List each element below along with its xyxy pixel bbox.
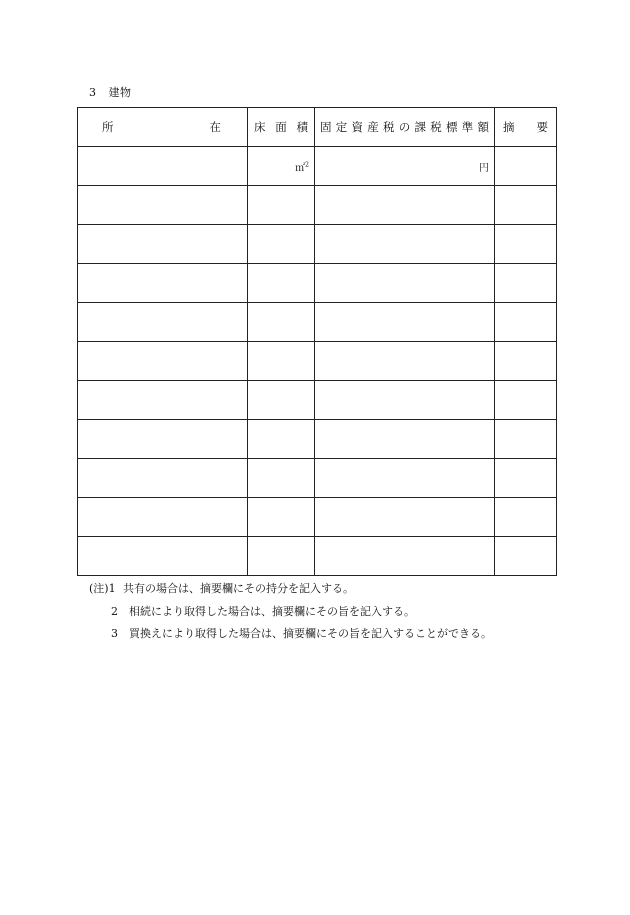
table-row: [78, 420, 557, 459]
table-row: [78, 225, 557, 264]
cell-floor-area[interactable]: [248, 186, 315, 225]
table-row: [78, 264, 557, 303]
note-text: 相続により取得した場合は、摘要欄にその旨を記入する。: [129, 604, 415, 618]
cell-floor-area[interactable]: [248, 537, 315, 576]
header-floor-area: 床 面 積: [248, 108, 315, 147]
cell-location[interactable]: [78, 303, 248, 342]
cell-remarks[interactable]: [495, 420, 557, 459]
cell-floor-area[interactable]: [248, 264, 315, 303]
header-tax-base: 固 定 資 産 税 の 課 税 標 準 額: [315, 108, 495, 147]
cell-remarks[interactable]: [495, 186, 557, 225]
cell-remarks[interactable]: [495, 381, 557, 420]
table-row: [78, 147, 557, 186]
cell-tax-base[interactable]: [315, 459, 495, 498]
section-heading: [89, 84, 132, 100]
cell-tax-base[interactable]: [315, 225, 495, 264]
building-table: [77, 107, 557, 576]
note-number: 2: [111, 604, 118, 618]
section-number: 3: [89, 86, 97, 99]
cell-floor-area[interactable]: [248, 342, 315, 381]
cell-tax-base[interactable]: [315, 186, 495, 225]
cell-remarks[interactable]: [495, 537, 557, 576]
cell-floor-area[interactable]: [248, 381, 315, 420]
notes-prefix: (注)1: [89, 582, 116, 595]
table-row: [78, 537, 557, 576]
cell-location[interactable]: [78, 225, 248, 264]
table-row: [78, 381, 557, 420]
table-row: [78, 186, 557, 225]
cell-tax-base[interactable]: [315, 147, 495, 186]
cell-location[interactable]: [78, 459, 248, 498]
note-item: [89, 601, 492, 624]
cell-remarks[interactable]: [495, 264, 557, 303]
cell-tax-base[interactable]: [315, 420, 495, 459]
cell-remarks[interactable]: [495, 147, 557, 186]
note-item: [89, 578, 492, 601]
cell-location[interactable]: [78, 537, 248, 576]
cell-location[interactable]: [78, 498, 248, 537]
cell-remarks[interactable]: [495, 225, 557, 264]
table-row: [78, 498, 557, 537]
cell-tax-base[interactable]: [315, 498, 495, 537]
note-text: 買換えにより取得した場合は、摘要欄にその旨を記入することができる。: [129, 627, 492, 640]
cell-tax-base[interactable]: [315, 381, 495, 420]
note-text: 共有の場合は、摘要欄にその持分を記入する。: [123, 582, 354, 595]
cell-location[interactable]: [78, 264, 248, 303]
cell-floor-area[interactable]: [248, 420, 315, 459]
cell-tax-base[interactable]: [315, 303, 495, 342]
header-remarks: 摘 要: [495, 108, 557, 147]
cell-remarks[interactable]: [495, 342, 557, 381]
unit-square-meter: ㎡$^2$: [295, 161, 309, 174]
cell-location[interactable]: [78, 342, 248, 381]
cell-tax-base[interactable]: [315, 264, 495, 303]
cell-tax-base[interactable]: [315, 342, 495, 381]
cell-location[interactable]: [78, 147, 248, 186]
cell-floor-area[interactable]: [248, 303, 315, 342]
note-item: [89, 623, 492, 646]
cell-location[interactable]: [78, 186, 248, 225]
unit-yen: 円: [479, 163, 489, 174]
cell-remarks[interactable]: [495, 303, 557, 342]
cell-remarks[interactable]: [495, 498, 557, 537]
cell-floor-area[interactable]: [248, 225, 315, 264]
cell-floor-area[interactable]: [248, 459, 315, 498]
note-number: 3: [111, 627, 118, 640]
cell-location[interactable]: [78, 420, 248, 459]
table-row: [78, 342, 557, 381]
cell-remarks[interactable]: [495, 459, 557, 498]
section-title-text: 建物: [108, 86, 132, 99]
header-location: 所 在: [78, 108, 248, 147]
cell-floor-area[interactable]: [248, 147, 315, 186]
cell-tax-base[interactable]: [315, 537, 495, 576]
table-row: [78, 459, 557, 498]
table-header-row: [78, 108, 557, 147]
cell-location[interactable]: [78, 381, 248, 420]
table-row: [78, 303, 557, 342]
notes-section: [89, 578, 492, 646]
cell-floor-area[interactable]: [248, 498, 315, 537]
